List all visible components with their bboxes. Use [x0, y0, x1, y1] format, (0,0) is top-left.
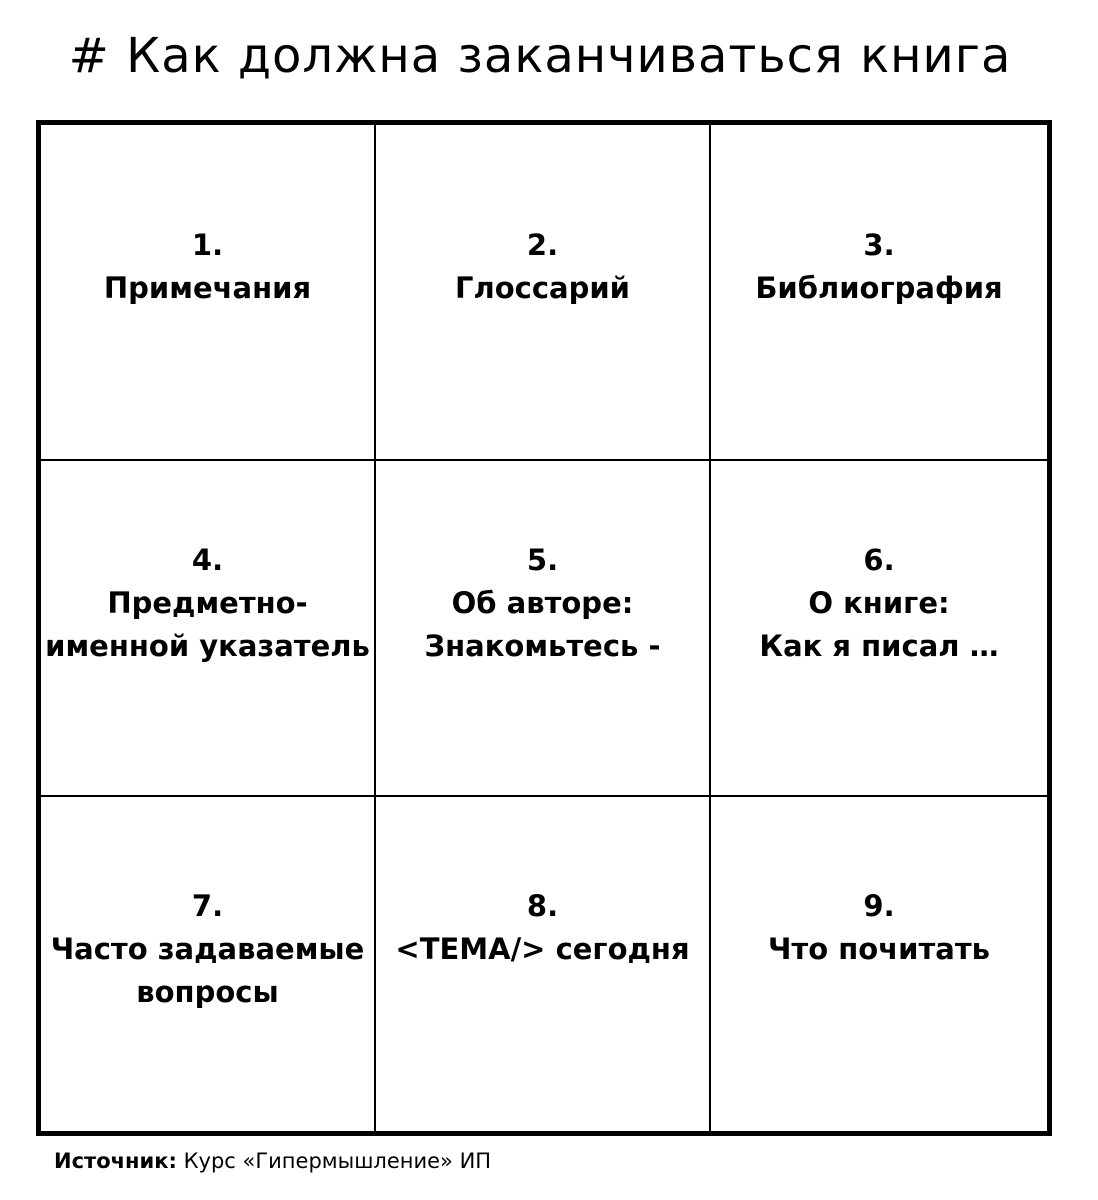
cell-number: 8.	[526, 889, 559, 923]
cell-number: 2.	[526, 228, 559, 262]
cell-label-line-1: О книге:	[808, 585, 950, 620]
cell-label: Примечания	[103, 271, 312, 305]
cell-label-line-2: Как я писал …	[759, 628, 999, 663]
grid-cell-1	[41, 125, 376, 461]
grid-cell-7	[41, 797, 376, 1131]
cell-label: Что почитать	[768, 932, 990, 966]
cell-label: Глоссарий	[455, 271, 630, 305]
grid-cell-4	[41, 461, 376, 797]
page-title: # Как должна заканчиваться книга	[68, 28, 1012, 84]
cell-number: 9.	[863, 889, 895, 923]
cell-number: 5.	[526, 542, 559, 577]
source-credit	[54, 1146, 491, 1176]
topics-grid	[36, 120, 1052, 1136]
cell-number: 4.	[191, 542, 224, 577]
grid-cell-2	[376, 125, 711, 461]
cell-label-line-2: именной указатель	[45, 628, 370, 663]
cell-label-line-1: Об авторе:	[451, 585, 634, 620]
cell-label-line-1: Предметно-	[107, 585, 308, 620]
source-text: Курс «Гипермышление» ИП	[183, 1149, 492, 1173]
cell-number: 1.	[191, 228, 224, 262]
grid-cell-9	[711, 797, 1047, 1131]
cell-number: 6.	[863, 542, 895, 577]
grid-cell-6	[711, 461, 1047, 797]
cell-label: <ТЕМА/> сегодня	[395, 932, 690, 966]
cell-label-line-1: Часто задаваемые	[50, 931, 365, 966]
grid-cell-8	[376, 797, 711, 1131]
cell-number: 7.	[191, 888, 224, 923]
grid-cell-3	[711, 125, 1047, 461]
cell-number: 3.	[863, 228, 895, 262]
cell-label: Библиография	[755, 271, 1003, 305]
source-label: Источник:	[54, 1149, 177, 1173]
cell-label-line-2: вопросы	[136, 974, 279, 1009]
grid-cell-5	[376, 461, 711, 797]
cell-label-line-2: Знакомьтесь -	[424, 628, 661, 663]
